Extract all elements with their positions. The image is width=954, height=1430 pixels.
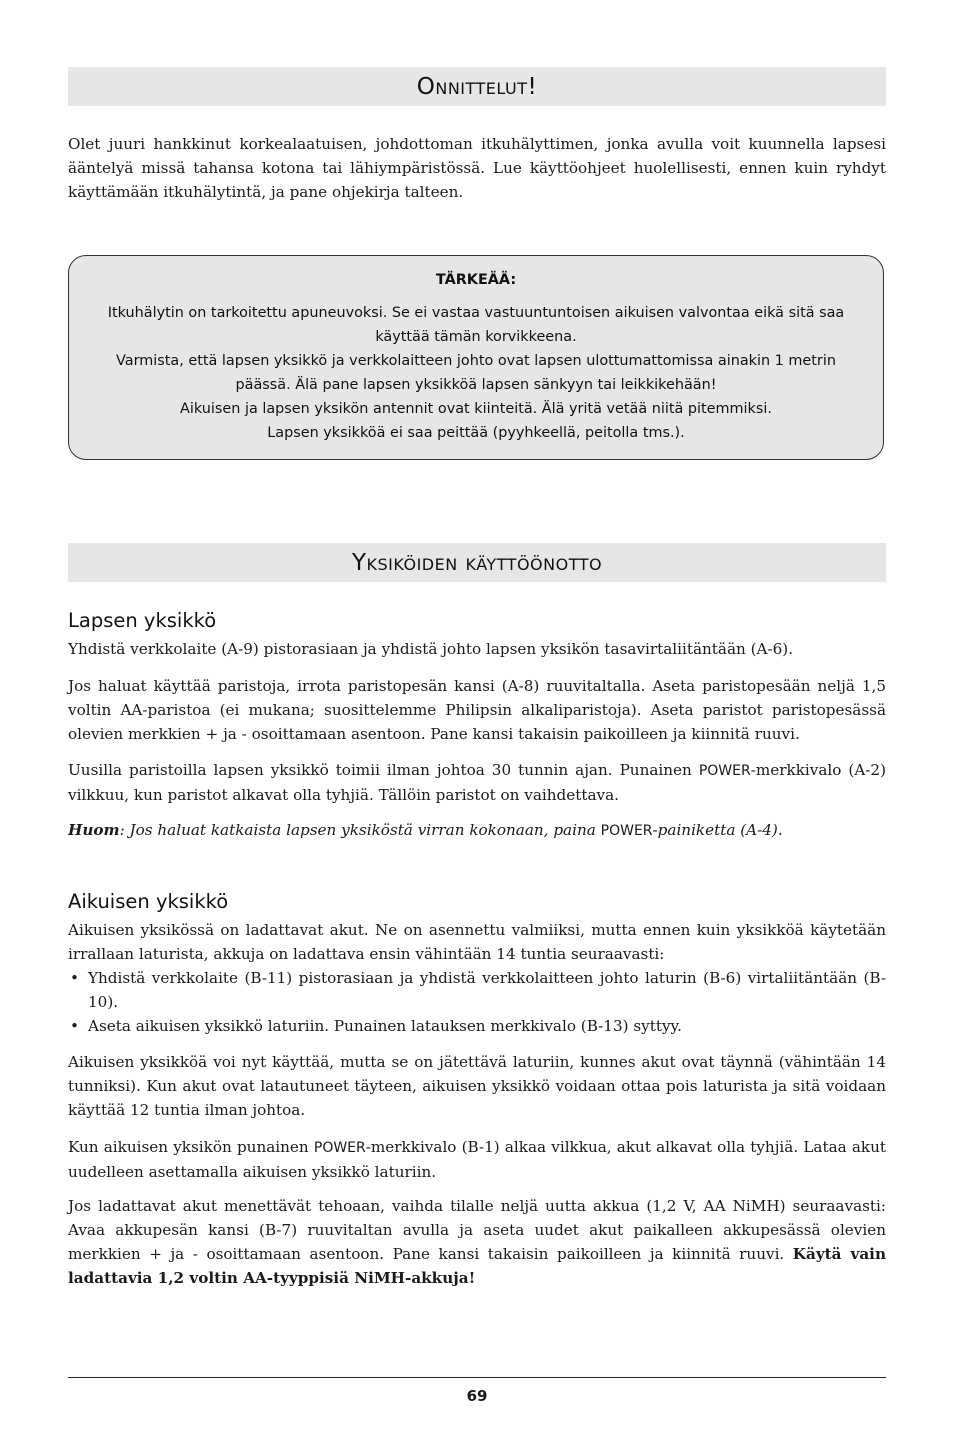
parent-unit-paragraph-3 [68,1135,886,1184]
page-number: 69 [466,1387,488,1405]
baby-unit-paragraph-1: Yhdistä verkkolaite (A-9) pistorasiaan ja yhdistä johto lapsen yksikön tasavirtaliitäntään (A-6). [68,640,794,658]
power-label: POWER [698,763,751,779]
power-label: POWER [313,1140,366,1156]
subheading-baby-unit: Lapsen yksikkö [68,609,217,632]
baby-unit-note [68,818,886,843]
important-notice-box [68,255,884,460]
parent-unit-p3-text-start: Kun aikuisen yksikön punainen [68,1138,314,1156]
important-line-3: Aikuisen ja lapsen yksikön antennit ovat kiinteitä. Älä yritä vetää niitä pitemmiksi. [180,401,772,417]
important-line-1: Itkuhälytin on tarkoitettu apuneuvoksi. Se ei vastaa vastuuntuntoisen aikuisen valvontaa eikä sitä saa käyttää tämän korvikkeena. [107,305,845,345]
intro-paragraph: Olet juuri hankkinut korkealaatuisen, johdottoman itkuhälyttimen, jonka avulla voit kuunnella lapsesi ääntelyä missä tahansa kotona tai lähiympäristössä. Lue käyttöohjeet huolellisesti, ennen kuin ryhdyt käyttämään itkuhälytintä, ja pane ohjekirja talteen. [68,135,886,201]
list-item: • Yhdistä verkkolaite (B-11) pistorasiaan ja yhdistä verkkolaitteen johto laturin (B-6) virtaliitäntään (B-10). [68,966,886,1014]
parent-unit-p4-text: Jos ladattavat akut menettävät tehoaan, vaihda tilalle neljä uutta akkua (1,2 V, AA NiMH) seuraavasti: Avaa akkupesän kansi (B-7) ruuvitaltan avulla ja aseta uudet akut paikalleen akkupesässä olevien merkkien + ja - osoittamaan asentoon. Pane kansi takaisin paikoilleen ja kiinnitä ruuvi. [68,1197,886,1263]
section-title-setup: Yksiköiden käyttöönotto [68,543,886,582]
note-text-end: -painiketta (A-4). [652,821,783,839]
power-label: POWER [600,823,653,839]
note-label: Huom [68,821,120,839]
footer-divider [68,1377,886,1378]
note-text-start: : Jos haluat katkaista lapsen yksiköstä virran kokonaan, paina [119,821,601,839]
list-item: • Aseta aikuisen yksikkö laturiin. Punainen latauksen merkkivalo (B-13) syttyy. [68,1014,886,1038]
rechargeable-warning: Käytä vain ladattavia 1,2 voltin AA-tyyppisiä NiMH-akkuja! [68,1245,886,1287]
important-line-2: Varmista, että lapsen yksikkö ja verkkolaitteen johto ovat lapsen ulottumattomissa ainakin 1 metrin päässä. Älä pane lapsen yksikköä lapsen sänkyyn tai leikkikehään! [116,353,836,393]
parent-unit-paragraph-1: Aikuisen yksikössä on ladattavat akut. Ne on asennettu valmiiksi, mutta ennen kuin yksikköä käytetään irrallaan laturista, akkuja on ladattava ensin vähintään 14 tuntia seuraavasti: [68,921,886,963]
parent-unit-bullet-list [68,966,886,1038]
baby-unit-paragraph-2: Jos haluat käyttää paristoja, irrota paristopesän kansi (A-8) ruuvitaltalla. Aseta paristopesään neljä 1,5 voltin AA-paristoa (ei mukana; suosittelemme Philipsin alkaliparistoja). Aseta paristot paristopesässä olevien merkkien + ja - osoittamaan asentoon. Pane kansi takaisin paikoilleen ja kiinnitä ruuvi. [68,677,886,743]
parent-unit-p3-text-end: -merkkivalo (B-1) alkaa vilkkua, akut alkavat olla tyhjiä. Lataa akut uudelleen asettamalla aikuisen yksikkö laturiin. [68,1138,886,1181]
section-title-congratulations: Onnittelut! [68,67,886,106]
parent-unit-paragraph-4 [68,1194,886,1290]
important-title: TÄRKEÄÄ: [435,272,517,288]
important-line-4: Lapsen yksikköä ei saa peittää (pyyhkeellä, peitolla tms.). [267,425,685,441]
baby-unit-p3-text-start: Uusilla paristoilla lapsen yksikkö toimii ilman johtoa 30 tunnin ajan. Punainen [68,761,699,779]
parent-unit-paragraph-2: Aikuisen yksikköä voi nyt käyttää, mutta se on jätettävä laturiin, kunnes akut ovat täynnä (vähintään 14 tunniksi). Kun akut ovat latautuneet täyteen, aikuisen yksikkö voidaan ottaa pois laturista ja sitä voidaan käyttää 12 tuntia ilman johtoa. [68,1053,886,1119]
baby-unit-p3-text-end: -merkkivalo (A-2) vilkkuu, kun paristot alkavat olla tyhjiä. Tällöin paristot on vaihdettava. [68,761,887,804]
subheading-parent-unit: Aikuisen yksikkö [68,890,229,913]
baby-unit-paragraph-3 [68,758,886,807]
parent-unit-intro-block [68,918,886,1038]
